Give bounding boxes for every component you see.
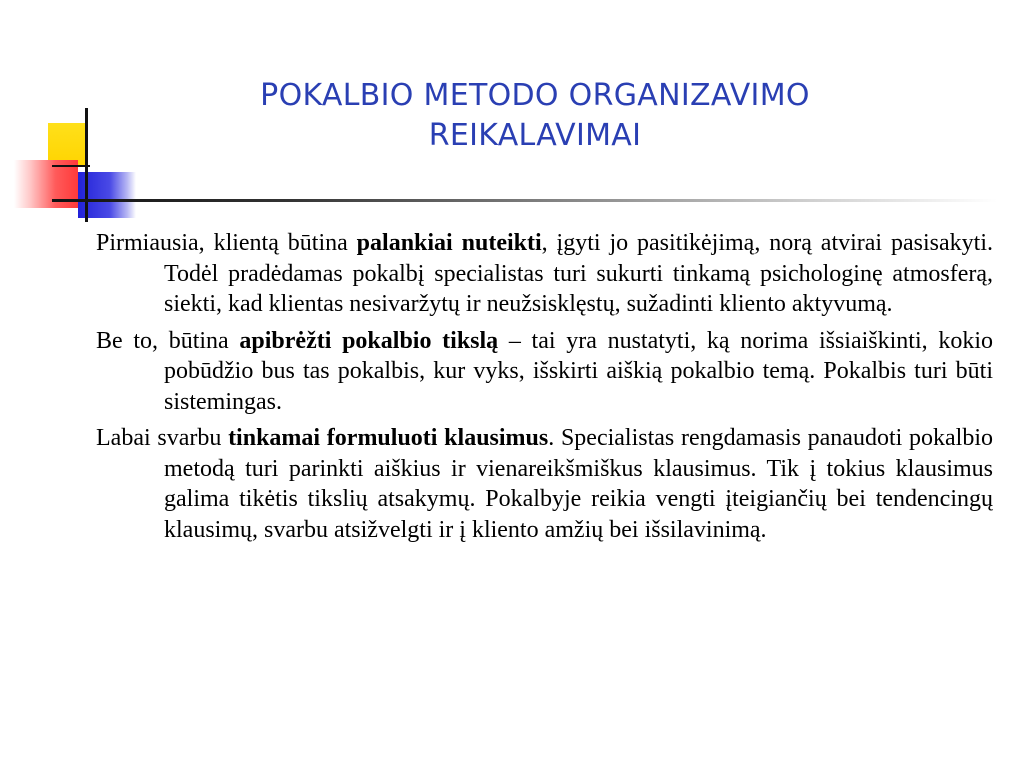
paragraph-1-rest-text: , įgyti jo pasitikėjimą, norą atvirai pasisakyti. Todėl pradėdamas pokalbį specialistas turi sukurti tinkamą psichologinę atmosferą, siekti, kad klientas nesivaržytų ir neužsisklęstų, sužadinti kliento aktyvumą. — [164, 230, 993, 317]
paragraph-3 — [96, 423, 993, 545]
paragraph-2-rest-text: – tai yra nustatyti, ką norima išsiaiškinti, kokio pobūdžio bus tas pokalbis, kur vyks, išskirti aiškią pokalbio temą. Pokalbis turi būti sistemingas. — [164, 327, 993, 415]
slide-title-line-2: REIKALAVIMAI — [428, 118, 642, 153]
paragraph-3-lead-text: Labai svarbu — [96, 425, 229, 451]
paragraph-1-lead-text: Pirmiausia, klientą būtina — [96, 230, 357, 256]
paragraph-3-bold-text: tinkamai formuluoti klausimus — [228, 425, 549, 451]
paragraph-1 — [96, 228, 993, 320]
slide-title — [150, 76, 920, 156]
paragraph-2-bold-text: apibrėžti pokalbio tikslą — [239, 327, 499, 354]
paragraph-2-lead-text: Be to, būtina — [96, 327, 240, 354]
short-horizontal-line-decoration — [52, 165, 90, 167]
paragraph-1-bold-text: palankiai nuteikti — [356, 230, 542, 256]
paragraph-2 — [96, 326, 993, 418]
paragraph-3-rest-text: . Specialistas rengdamasis panaudoti pokalbio metodą turi parinkti aiškius ir vienareikšmiškus klausimus. Tik į tokius klausimus galima tikėtis tikslių atsakymų. Pokalbyje reikia vengti įteigiančių bei tendencingų klausimų, svarbu atsižvelgti ir į kliento amžių bei išsilavinimą. — [164, 425, 994, 543]
slide-title-line-1: POKALBIO METODO ORGANIZAVIMO — [260, 78, 810, 113]
title-underline-rule — [52, 199, 997, 202]
slide-body — [96, 228, 993, 551]
